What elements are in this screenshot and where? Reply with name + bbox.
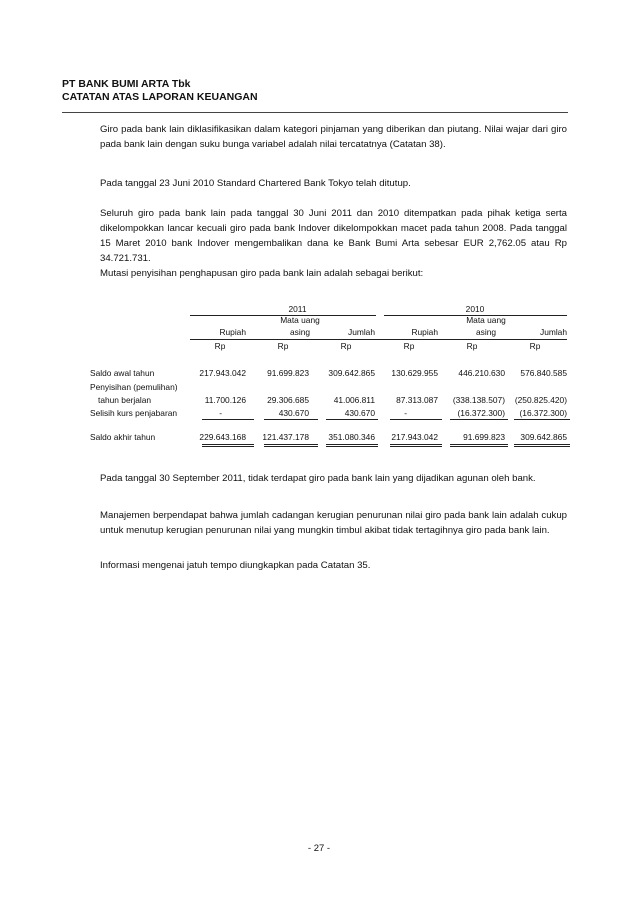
cell: 217.943.042 — [199, 368, 246, 378]
cell: - — [404, 408, 407, 418]
cell: 11.700.126 — [204, 395, 246, 405]
document-header — [62, 78, 258, 104]
cell: (338.138.507) — [452, 395, 505, 405]
unit-jumlah-2010: Rp — [529, 341, 541, 351]
cell: (250.825.420) — [514, 395, 567, 405]
cell: 41.006.811 — [333, 395, 375, 405]
underline — [514, 444, 570, 447]
paragraph-4: Mutasi penyisihan penghapusan giro pada bank lain adalah sebagai berikut: — [100, 268, 424, 279]
underline — [264, 419, 318, 420]
col-asing-2010: asing — [475, 327, 497, 337]
cell: 351.080.346 — [328, 432, 375, 442]
unit-asing-2010: Rp — [466, 341, 478, 351]
underline — [450, 419, 508, 420]
underline — [390, 419, 442, 420]
unit-rupiah-2010: Rp — [403, 341, 415, 351]
cell: 130.629.955 — [391, 368, 438, 378]
col-jumlah-2010: Jumlah — [540, 327, 567, 337]
col-mata-uang-2010: Mata uang — [466, 315, 506, 325]
col-rupiah-2010: Rupiah — [411, 327, 438, 337]
underline — [202, 419, 254, 420]
underline — [326, 444, 378, 447]
company-name: PT BANK BUMI ARTA Tbk — [62, 78, 191, 90]
col-jumlah-2011: Jumlah — [348, 327, 375, 337]
cell: 430.670 — [344, 408, 375, 418]
row-label-saldo-akhir: Saldo akhir tahun — [90, 432, 156, 442]
cell: 229.643.168 — [199, 432, 246, 442]
header-divider — [62, 112, 568, 113]
paragraph-5: Pada tanggal 30 September 2011, tidak terdapat giro pada bank lain yang dijadikan agunan oleh bank. — [100, 473, 536, 484]
cell: (16.372.300) — [519, 408, 567, 418]
row-label-penyisihan: Penyisihan (pemulihan) — [90, 382, 178, 392]
row-label-saldo-awal: Saldo awal tahun — [90, 368, 155, 378]
underline — [202, 444, 254, 447]
year-2010-header: 2010 — [465, 304, 485, 314]
cell: 576.840.585 — [520, 368, 567, 378]
unit-rupiah-2011: Rp — [214, 341, 226, 351]
underline — [390, 444, 442, 447]
underline — [450, 444, 508, 447]
underline — [326, 419, 378, 420]
header-underline — [190, 339, 567, 340]
row-label-selisih-kurs: Selisih kurs penjabaran — [90, 408, 178, 418]
cell: 309.642.865 — [328, 368, 375, 378]
paragraph-3: Seluruh giro pada bank lain pada tanggal 30 Juni 2011 dan 2010 ditempatkan pada pihak ketiga serta dikelompokkan lancar kecuali giro pada bank Indover dikelompokkan macet pada tahun 2008. Pada tanggal 15 Maret 2010 bank Indover mengembalikan dana ke Bank Bumi Arta sebesar EUR 2,762.05 atau Rp 34.721.731. — [100, 208, 567, 264]
underline — [264, 444, 318, 447]
cell: 309.642.865 — [520, 432, 567, 442]
col-mata-uang-2011: Mata uang — [280, 315, 320, 325]
cell: 29.306.685 — [267, 395, 309, 405]
unit-asing-2011: Rp — [277, 341, 289, 351]
cell: - — [219, 408, 222, 418]
unit-jumlah-2011: Rp — [340, 341, 352, 351]
underline — [514, 419, 570, 420]
cell: 446.210.630 — [458, 368, 505, 378]
paragraph-7: Informasi mengenai jatuh tempo diungkapkan pada Catatan 35. — [100, 560, 371, 571]
cell: 91.699.823 — [267, 368, 309, 378]
row-label-tahun-berjalan: tahun berjalan — [98, 395, 152, 405]
paragraph-6: Manajemen berpendapat bahwa jumlah cadangan kerugian penurunan nilai giro pada bank lain adalah cukup untuk menutup kerugian penurunan nilai yang mungkin timbul akibat tidak tertagihnya giro pada bank lain. — [100, 510, 567, 536]
cell: 430.670 — [278, 408, 309, 418]
cell: 121.437.178 — [262, 432, 309, 442]
paragraph-1: Giro pada bank lain diklasifikasikan dalam kategori pinjaman yang diberikan dan piutang. Nilai wajar dari giro pada bank lain dengan suku bunga variabel adalah nilai tercatatnya (Catatan 38). — [100, 124, 567, 150]
col-rupiah-2011: Rupiah — [219, 327, 246, 337]
page-number: - 27 - — [307, 843, 331, 854]
document-title: CATATAN ATAS LAPORAN KEUANGAN — [62, 91, 258, 103]
paragraph-2: Pada tanggal 23 Juni 2010 Standard Chartered Bank Tokyo telah ditutup. — [100, 178, 411, 189]
cell: 91.699.823 — [463, 432, 505, 442]
cell: 217.943.042 — [391, 432, 438, 442]
year-2011-header: 2011 — [288, 304, 307, 314]
col-asing-2011: asing — [289, 327, 311, 337]
cell: 87.313.087 — [396, 395, 438, 405]
cell: (16.372.300) — [457, 408, 505, 418]
